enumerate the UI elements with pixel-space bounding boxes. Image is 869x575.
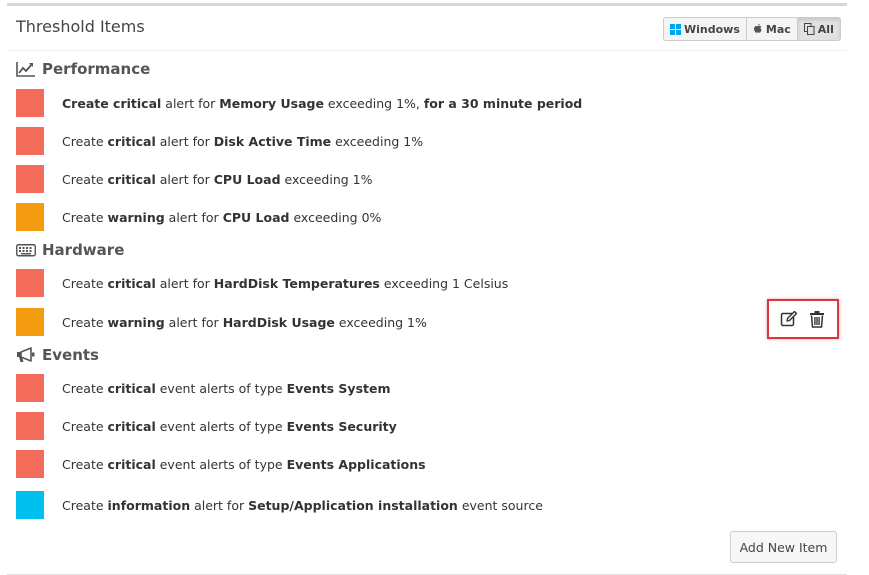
severity-swatch (16, 203, 44, 231)
item-text-bold: critical (107, 456, 156, 472)
item-text-span: alert for (155, 171, 214, 187)
item-text-span: alert for (164, 209, 223, 225)
row-actions-highlight (767, 299, 839, 339)
keyboard-icon (16, 243, 36, 257)
edit-icon[interactable] (780, 310, 798, 328)
item-text-bold: Setup/Application installation (248, 497, 458, 513)
item-text-bold: Disk Active Time (213, 133, 332, 149)
item-text-bold: Events System (286, 380, 391, 396)
section-hardware-heading (16, 241, 124, 259)
severity-swatch (16, 374, 44, 402)
threshold-item-text (62, 96, 582, 111)
item-text-bold: Create critical (62, 95, 162, 111)
os-filter-windows-label: Windows (684, 22, 740, 36)
os-filter-all-label: All (817, 22, 834, 36)
panel-title: Threshold Items (16, 17, 145, 36)
item-text-bold: critical (107, 275, 156, 291)
item-text-bold: CPU Load (213, 171, 281, 187)
item-text-span: exceeding 1% (331, 133, 424, 149)
windows-icon (670, 24, 681, 35)
item-text-span: exceeding 1% (280, 171, 373, 187)
section-events-heading (16, 346, 99, 364)
os-filter-mac-button[interactable] (747, 18, 798, 40)
item-text-span: event source (457, 497, 543, 513)
threshold-item-text (62, 315, 427, 330)
threshold-item-text (62, 381, 391, 396)
threshold-item-text (62, 498, 543, 513)
item-text-bold: information (107, 497, 191, 513)
os-filter-windows-button[interactable] (664, 18, 747, 40)
item-text-span: Create (62, 456, 108, 472)
item-text-bold: for a 30 minute period (423, 95, 583, 111)
item-text-span: Create (62, 497, 108, 513)
item-text-bold: critical (107, 171, 156, 187)
item-text-span: alert for (190, 497, 249, 513)
threshold-item[interactable] (16, 88, 836, 118)
threshold-item-text (62, 276, 508, 291)
item-text-span: Create (62, 133, 108, 149)
item-text-bold: HardDisk Usage (222, 314, 335, 330)
section-hardware-title: Hardware (42, 241, 125, 259)
threshold-item[interactable] (16, 490, 836, 520)
item-text-span: Create (62, 380, 108, 396)
item-text-span: exceeding 0% (289, 209, 382, 225)
os-filter-mac-label: Mac (765, 22, 791, 36)
item-text-span: alert for (155, 275, 214, 291)
section-performance-title: Performance (42, 60, 151, 78)
trash-icon[interactable] (808, 310, 826, 328)
threshold-item[interactable] (16, 307, 836, 337)
threshold-item[interactable] (16, 268, 836, 298)
apple-icon (753, 23, 763, 35)
item-text-span: Create (62, 171, 108, 187)
severity-swatch (16, 269, 44, 297)
item-text-bold: critical (107, 380, 156, 396)
severity-swatch (16, 491, 44, 519)
severity-swatch (16, 308, 44, 336)
copy-icon (804, 23, 815, 35)
threshold-item[interactable] (16, 411, 836, 441)
item-text-bold: Events Applications (286, 456, 426, 472)
item-text-span: Create (62, 209, 108, 225)
threshold-item-text (62, 419, 397, 434)
item-text-bold: Memory Usage (219, 95, 324, 111)
item-text-span: exceeding 1% (334, 314, 427, 330)
section-performance-heading (16, 60, 150, 78)
item-text-span: event alerts of type (155, 380, 287, 396)
severity-swatch (16, 450, 44, 478)
item-text-bold: HardDisk Temperatures (213, 275, 380, 291)
add-new-item-button[interactable]: Add New Item (730, 531, 837, 563)
item-text-bold: warning (107, 209, 165, 225)
threshold-item-text (62, 457, 426, 472)
item-text-span: event alerts of type (155, 456, 287, 472)
threshold-items-panel (7, 3, 847, 575)
threshold-item-text (62, 210, 381, 225)
item-text-span: exceeding 1%, (323, 95, 424, 111)
section-events-title: Events (42, 346, 99, 364)
threshold-item[interactable] (16, 164, 836, 194)
threshold-item-text (62, 172, 372, 187)
severity-swatch (16, 412, 44, 440)
threshold-item-text (62, 134, 423, 149)
severity-swatch (16, 89, 44, 117)
item-text-bold: critical (107, 133, 156, 149)
item-text-bold: warning (107, 314, 165, 330)
item-text-span: alert for (155, 133, 214, 149)
os-filter-group (663, 17, 841, 41)
os-filter-all-button[interactable] (798, 18, 840, 40)
item-text-span: exceeding 1 Celsius (379, 275, 509, 291)
line-chart-icon (16, 61, 36, 77)
bullhorn-icon (16, 347, 36, 363)
panel-header (7, 6, 847, 51)
item-text-span: event alerts of type (155, 418, 287, 434)
severity-swatch (16, 165, 44, 193)
severity-swatch (16, 127, 44, 155)
threshold-item[interactable] (16, 373, 836, 403)
item-text-span: alert for (161, 95, 220, 111)
threshold-item[interactable] (16, 202, 836, 232)
item-text-span: Create (62, 314, 108, 330)
item-text-bold: Events Security (286, 418, 397, 434)
threshold-item[interactable] (16, 126, 836, 156)
threshold-item[interactable] (16, 449, 836, 479)
item-text-span: Create (62, 418, 108, 434)
item-text-bold: CPU Load (222, 209, 290, 225)
item-text-bold: critical (107, 418, 156, 434)
item-text-span: Create (62, 275, 108, 291)
item-text-span: alert for (164, 314, 223, 330)
